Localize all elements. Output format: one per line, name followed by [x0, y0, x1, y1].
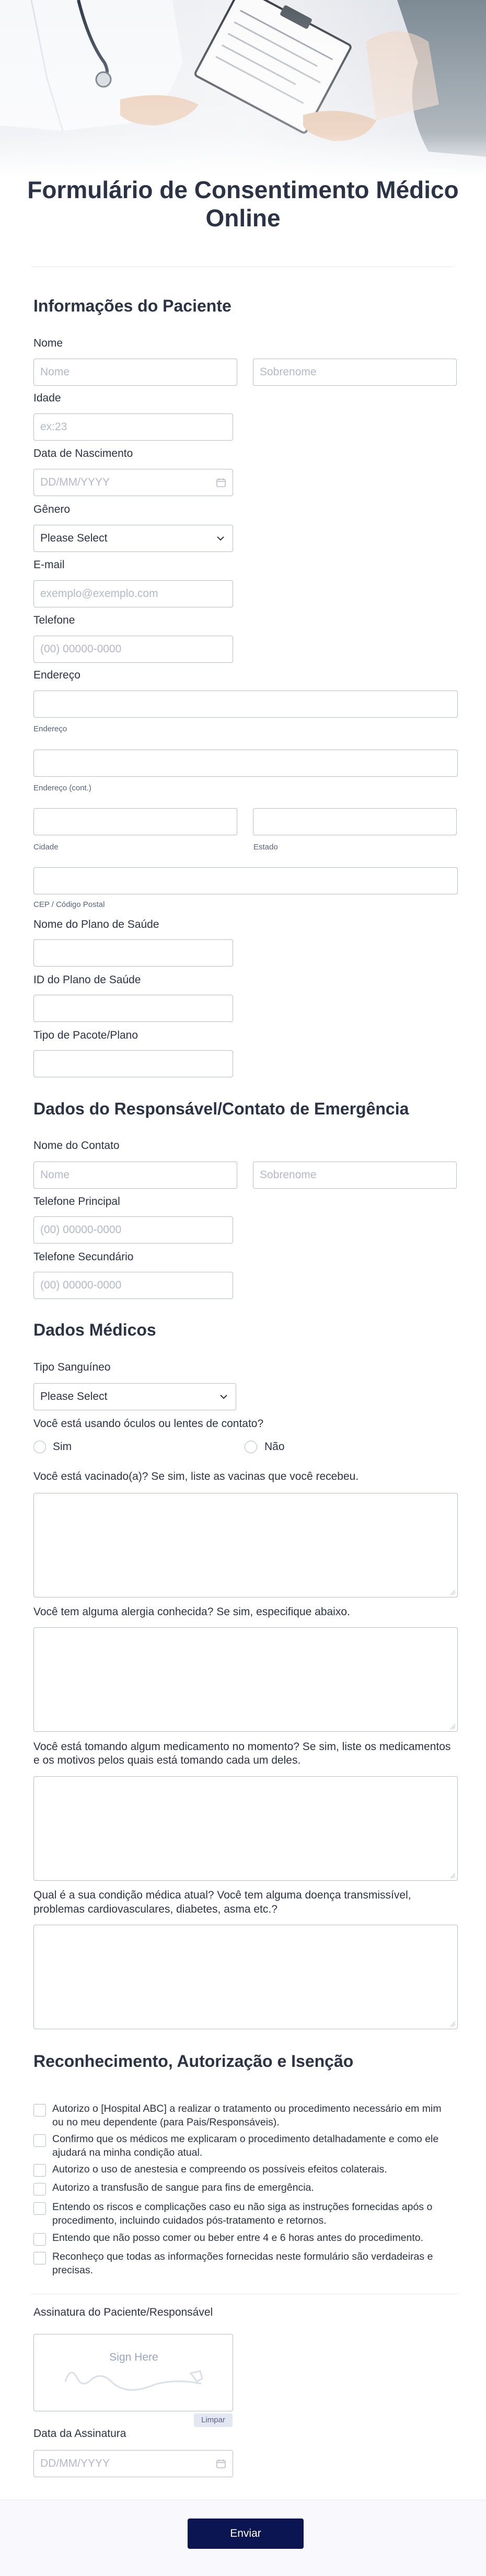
- resize-grip-icon[interactable]: [449, 1872, 456, 1879]
- consent-text-3-line1: Autorizo o uso de anestesia e compreendo os possíveis efeitos colaterais.: [52, 2164, 387, 2175]
- dob-input[interactable]: [33, 469, 233, 496]
- consent-text-5[interactable]: [52, 2200, 460, 2227]
- signature-scribble-icon: [34, 2334, 234, 2412]
- resize-grip-icon[interactable]: [449, 1589, 456, 1595]
- first-name-input[interactable]: Nome: [33, 359, 237, 386]
- last-name-input[interactable]: Sobrenome: [253, 359, 457, 386]
- signature-date-input[interactable]: [33, 2450, 233, 2477]
- glasses-label: Você está usando óculos ou lentes de contato?: [33, 1418, 264, 1430]
- secondary-phone-input[interactable]: (00) 00000-0000: [33, 1272, 233, 1299]
- signature-date-label: Data da Assinatura: [33, 2428, 126, 2440]
- consent-text-2-line2: ajudará na minha condição atual.: [52, 2147, 203, 2158]
- address-line2-input[interactable]: [33, 750, 458, 777]
- zip-input[interactable]: [33, 867, 458, 894]
- city-sublabel: Cidade: [33, 843, 59, 852]
- signature-label: Assinatura do Paciente/Responsável: [33, 2306, 213, 2318]
- phone-input[interactable]: (00) 00000-0000: [33, 636, 233, 663]
- gender-value: Please Select: [40, 532, 108, 544]
- condition-label-line2: problemas cardiovasculares, diabetes, asma etc.?: [33, 1903, 277, 1915]
- age-label: Idade: [33, 392, 61, 404]
- consent-text-2[interactable]: [52, 2132, 460, 2159]
- dob-label: Data de Nascimento: [33, 447, 133, 459]
- consent-checkbox-5[interactable]: [33, 2202, 46, 2215]
- calendar-icon[interactable]: [216, 2458, 226, 2469]
- glasses-no-radio[interactable]: [245, 1441, 257, 1453]
- consent-checkbox-2[interactable]: [33, 2134, 46, 2147]
- consent-text-6-line1: Entendo que não posso comer ou beber entre 4 e 6 horas antes do procedimento.: [52, 2232, 424, 2244]
- contact-last-name-input[interactable]: Sobrenome: [253, 1162, 457, 1189]
- consent-text-3[interactable]: [52, 2163, 460, 2176]
- email-input[interactable]: exemplo@exemplo.com: [33, 580, 233, 607]
- plan-name-label: Nome do Plano de Saúde: [33, 918, 159, 930]
- contact-name-label: Nome do Contato: [33, 1140, 120, 1152]
- consent-checkbox-7[interactable]: [33, 2252, 46, 2264]
- main-phone-input[interactable]: (00) 00000-0000: [33, 1216, 233, 1244]
- section-title-consent: Reconhecimento, Autorização e Isenção: [33, 2052, 354, 2071]
- consent-text-1[interactable]: [52, 2102, 460, 2129]
- city-input[interactable]: [33, 808, 237, 835]
- consent-text-7-line2: precisas.: [52, 2264, 94, 2276]
- calendar-icon[interactable]: [216, 477, 226, 488]
- name-label: Nome: [33, 337, 63, 349]
- consent-text-4-line1: Autorizo a transfusão de sangue para fins de emergência.: [52, 2182, 314, 2193]
- plan-id-label: ID do Plano de Saúde: [33, 974, 141, 986]
- signature-pad[interactable]: [33, 2334, 233, 2411]
- zip-sublabel: CEP / Código Postal: [33, 900, 105, 909]
- allergy-textarea[interactable]: [33, 1627, 458, 1732]
- form-title: Formulário de Consentimento Médico Online: [27, 176, 459, 232]
- signature-date-placeholder: DD/MM/YYYY: [40, 2457, 110, 2469]
- plan-name-input[interactable]: [33, 939, 233, 967]
- consent-text-5-line1: Entendo os riscos e complicações caso eu não siga as instruções fornecidas após o: [52, 2201, 433, 2213]
- hero-image: [0, 0, 486, 178]
- gender-select[interactable]: [33, 525, 233, 552]
- condition-textarea[interactable]: [33, 1925, 458, 2029]
- blood-type-value: Please Select: [40, 1390, 108, 1402]
- address-line1-sublabel: Endereço: [33, 724, 67, 733]
- consent-text-6[interactable]: [52, 2231, 460, 2245]
- email-label: E-mail: [33, 559, 65, 571]
- section-title-medical: Dados Médicos: [33, 1320, 156, 1339]
- package-label: Tipo de Pacote/Plano: [33, 1029, 138, 1041]
- consent-text-4[interactable]: [52, 2181, 460, 2194]
- blood-type-label: Tipo Sanguíneo: [33, 1361, 111, 1373]
- chevron-down-icon: [215, 533, 226, 544]
- gender-label: Gênero: [33, 503, 71, 515]
- consent-text-1-line1: Autorizo o [Hospital ABC] a realizar o tratamento ou procedimento necessário em mim: [52, 2103, 442, 2114]
- consent-text-1-line2: ou no meu dependente (para Pais/Responsáveis).: [52, 2117, 280, 2128]
- dob-placeholder: DD/MM/YYYY: [40, 476, 110, 488]
- submit-button[interactable]: Enviar: [188, 2518, 304, 2549]
- plan-id-input[interactable]: [33, 995, 233, 1022]
- medication-label-line2: e os motivos pelos quais está tomando cada um deles.: [33, 1754, 301, 1766]
- sign-here-placeholder: Sign Here: [109, 2351, 158, 2363]
- contact-first-name-input[interactable]: Nome: [33, 1162, 237, 1189]
- state-sublabel: Estado: [253, 843, 278, 852]
- address-line2-sublabel: Endereço (cont.): [33, 784, 91, 792]
- consent-text-2-line1: Confirmo que os médicos me explicaram o procedimento detalhadamente e como ele: [52, 2133, 439, 2145]
- blood-type-select[interactable]: [33, 1383, 236, 1410]
- address-label: Endereço: [33, 669, 80, 681]
- medication-textarea[interactable]: [33, 1776, 458, 1881]
- consent-text-5-line2: procedimento, incluindo cuidados pós-tratamento e retornos.: [52, 2215, 327, 2226]
- address-line1-input[interactable]: [33, 691, 458, 718]
- consent-text-7-line1: Reconheço que todas as informações fornecidas neste formulário são verdadeiras e: [52, 2251, 433, 2262]
- consent-text-7[interactable]: [52, 2250, 460, 2277]
- consent-checkbox-4[interactable]: [33, 2183, 46, 2195]
- consent-checkbox-1[interactable]: [33, 2104, 46, 2117]
- consent-checkbox-6[interactable]: [33, 2233, 46, 2246]
- package-input[interactable]: [33, 1050, 233, 1077]
- vaccine-textarea[interactable]: [33, 1493, 458, 1597]
- glasses-yes-radio[interactable]: [33, 1441, 46, 1453]
- medication-label-line1: Você está tomando algum medicamento no momento? Se sim, liste os medicamentos: [33, 1741, 451, 1753]
- age-input[interactable]: ex:23: [33, 413, 233, 441]
- glasses-no-label[interactable]: Não: [264, 1441, 285, 1453]
- main-phone-label: Telefone Principal: [33, 1195, 120, 1208]
- consent-checkbox-3[interactable]: [33, 2164, 46, 2177]
- section-title-patient: Informações do Paciente: [33, 296, 232, 315]
- glasses-yes-label[interactable]: Sim: [53, 1441, 72, 1453]
- section-title-emergency: Dados do Responsável/Contato de Emergência: [33, 1099, 409, 1118]
- condition-label-line1: Qual é a sua condição médica atual? Você tem alguma doença transmissível,: [33, 1889, 411, 1901]
- clear-signature-button[interactable]: Limpar: [194, 2413, 233, 2427]
- state-input[interactable]: [253, 808, 457, 835]
- phone-label: Telefone: [33, 614, 75, 626]
- allergy-label: Você tem alguma alergia conhecida? Se sim, especifique abaixo.: [33, 1606, 350, 1618]
- vaccine-label: Você está vacinado(a)? Se sim, liste as vacinas que você recebeu.: [33, 1470, 359, 1482]
- secondary-phone-label: Telefone Secundário: [33, 1251, 134, 1263]
- resize-grip-icon[interactable]: [449, 1723, 456, 1730]
- resize-grip-icon[interactable]: [449, 2021, 456, 2027]
- chevron-down-icon: [218, 1391, 229, 1402]
